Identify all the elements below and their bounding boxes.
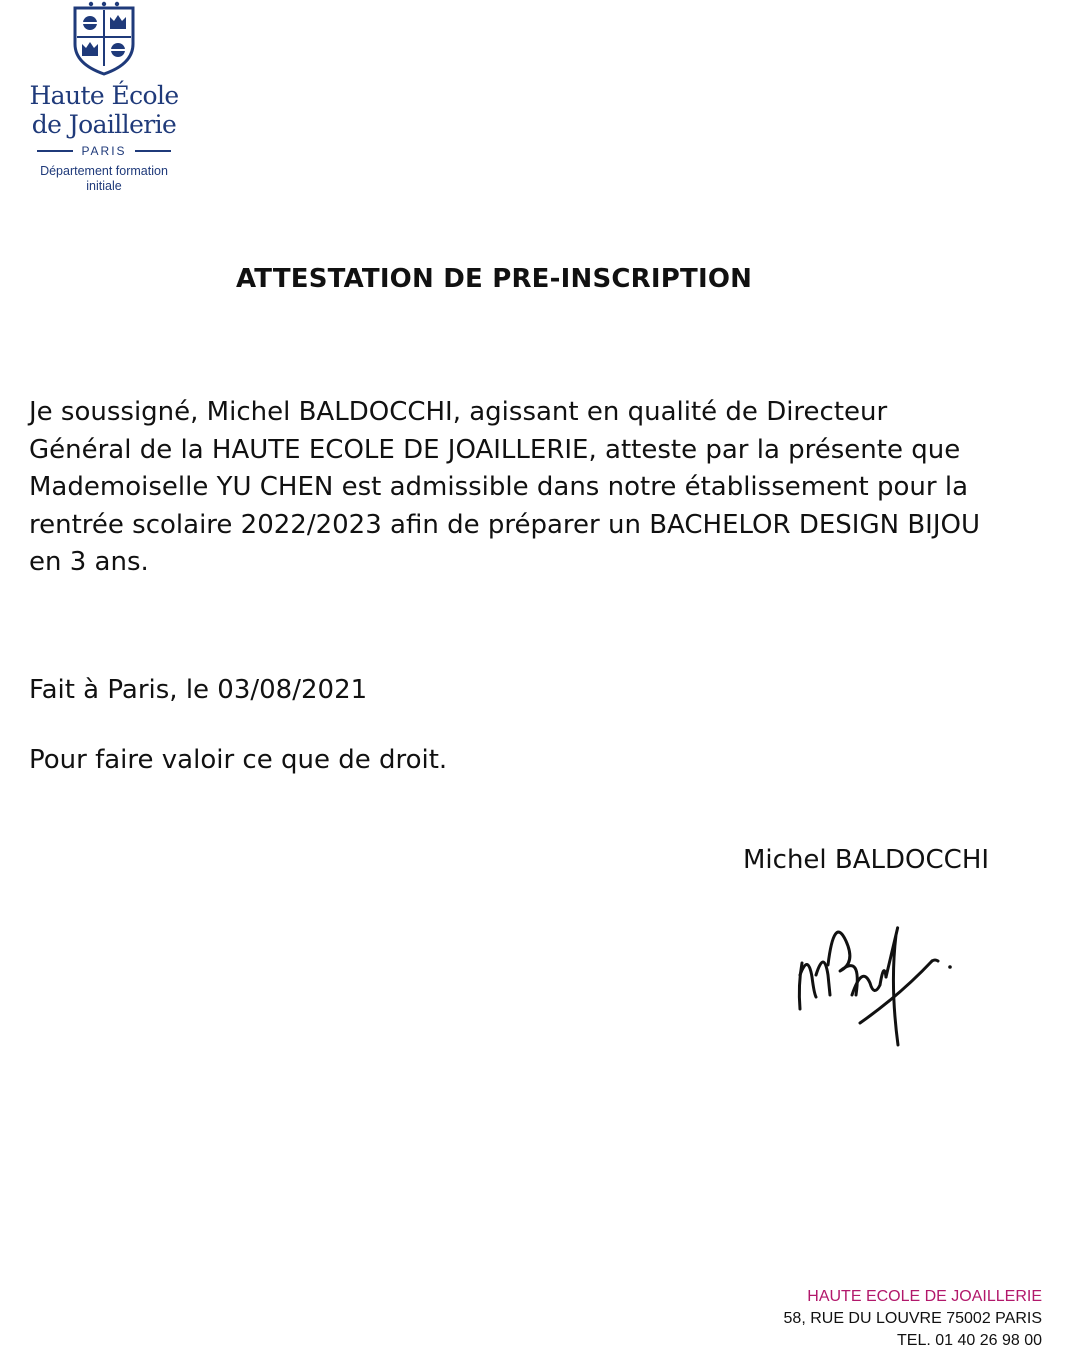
logo-line-1: Haute École (29, 81, 179, 110)
footer-phone: TEL. 01 40 26 98 00 (897, 1332, 1042, 1349)
body-line: rentrée scolaire 2022/2023 afin de préparer un BACHELOR DESIGN BIJOU (29, 509, 980, 540)
signer-name: Michel BALDOCCHI (743, 845, 990, 875)
school-logo (22, 0, 186, 194)
place-date: Fait à Paris, le 03/08/2021 (29, 675, 368, 705)
divider (37, 150, 73, 152)
handwritten-signature (790, 905, 960, 1055)
crest-icon (69, 0, 139, 76)
attestation-body (29, 394, 1019, 582)
logo-department (22, 164, 186, 194)
document-title: ATTESTATION DE PRE-INSCRIPTION (236, 264, 753, 294)
body-line: Général de la HAUTE ECOLE DE JOAILLERIE, atteste par la présente que (29, 434, 961, 465)
body-line: Mademoiselle YU CHEN est admissible dans notre établissement pour la (29, 472, 968, 502)
logo-line-2: de Joaillerie (31, 110, 177, 139)
footer-contact (784, 1286, 1042, 1352)
body-line: en 3 ans. (29, 547, 149, 577)
divider (135, 150, 171, 152)
footer-school: HAUTE ECOLE DE JOAILLERIE (807, 1288, 1042, 1305)
body-line: Je soussigné, Michel BALDOCCHI, agissant en qualité de Directeur (29, 397, 888, 427)
closing-formula: Pour faire valoir ce que de droit. (29, 745, 448, 775)
department-line-1: Département formation (40, 164, 168, 178)
logo-city: PARIS (81, 144, 127, 158)
logo-city-row (22, 144, 186, 158)
footer-address: 58, RUE DU LOUVRE 75002 PARIS (783, 1310, 1042, 1327)
department-line-2: initiale (86, 179, 122, 193)
